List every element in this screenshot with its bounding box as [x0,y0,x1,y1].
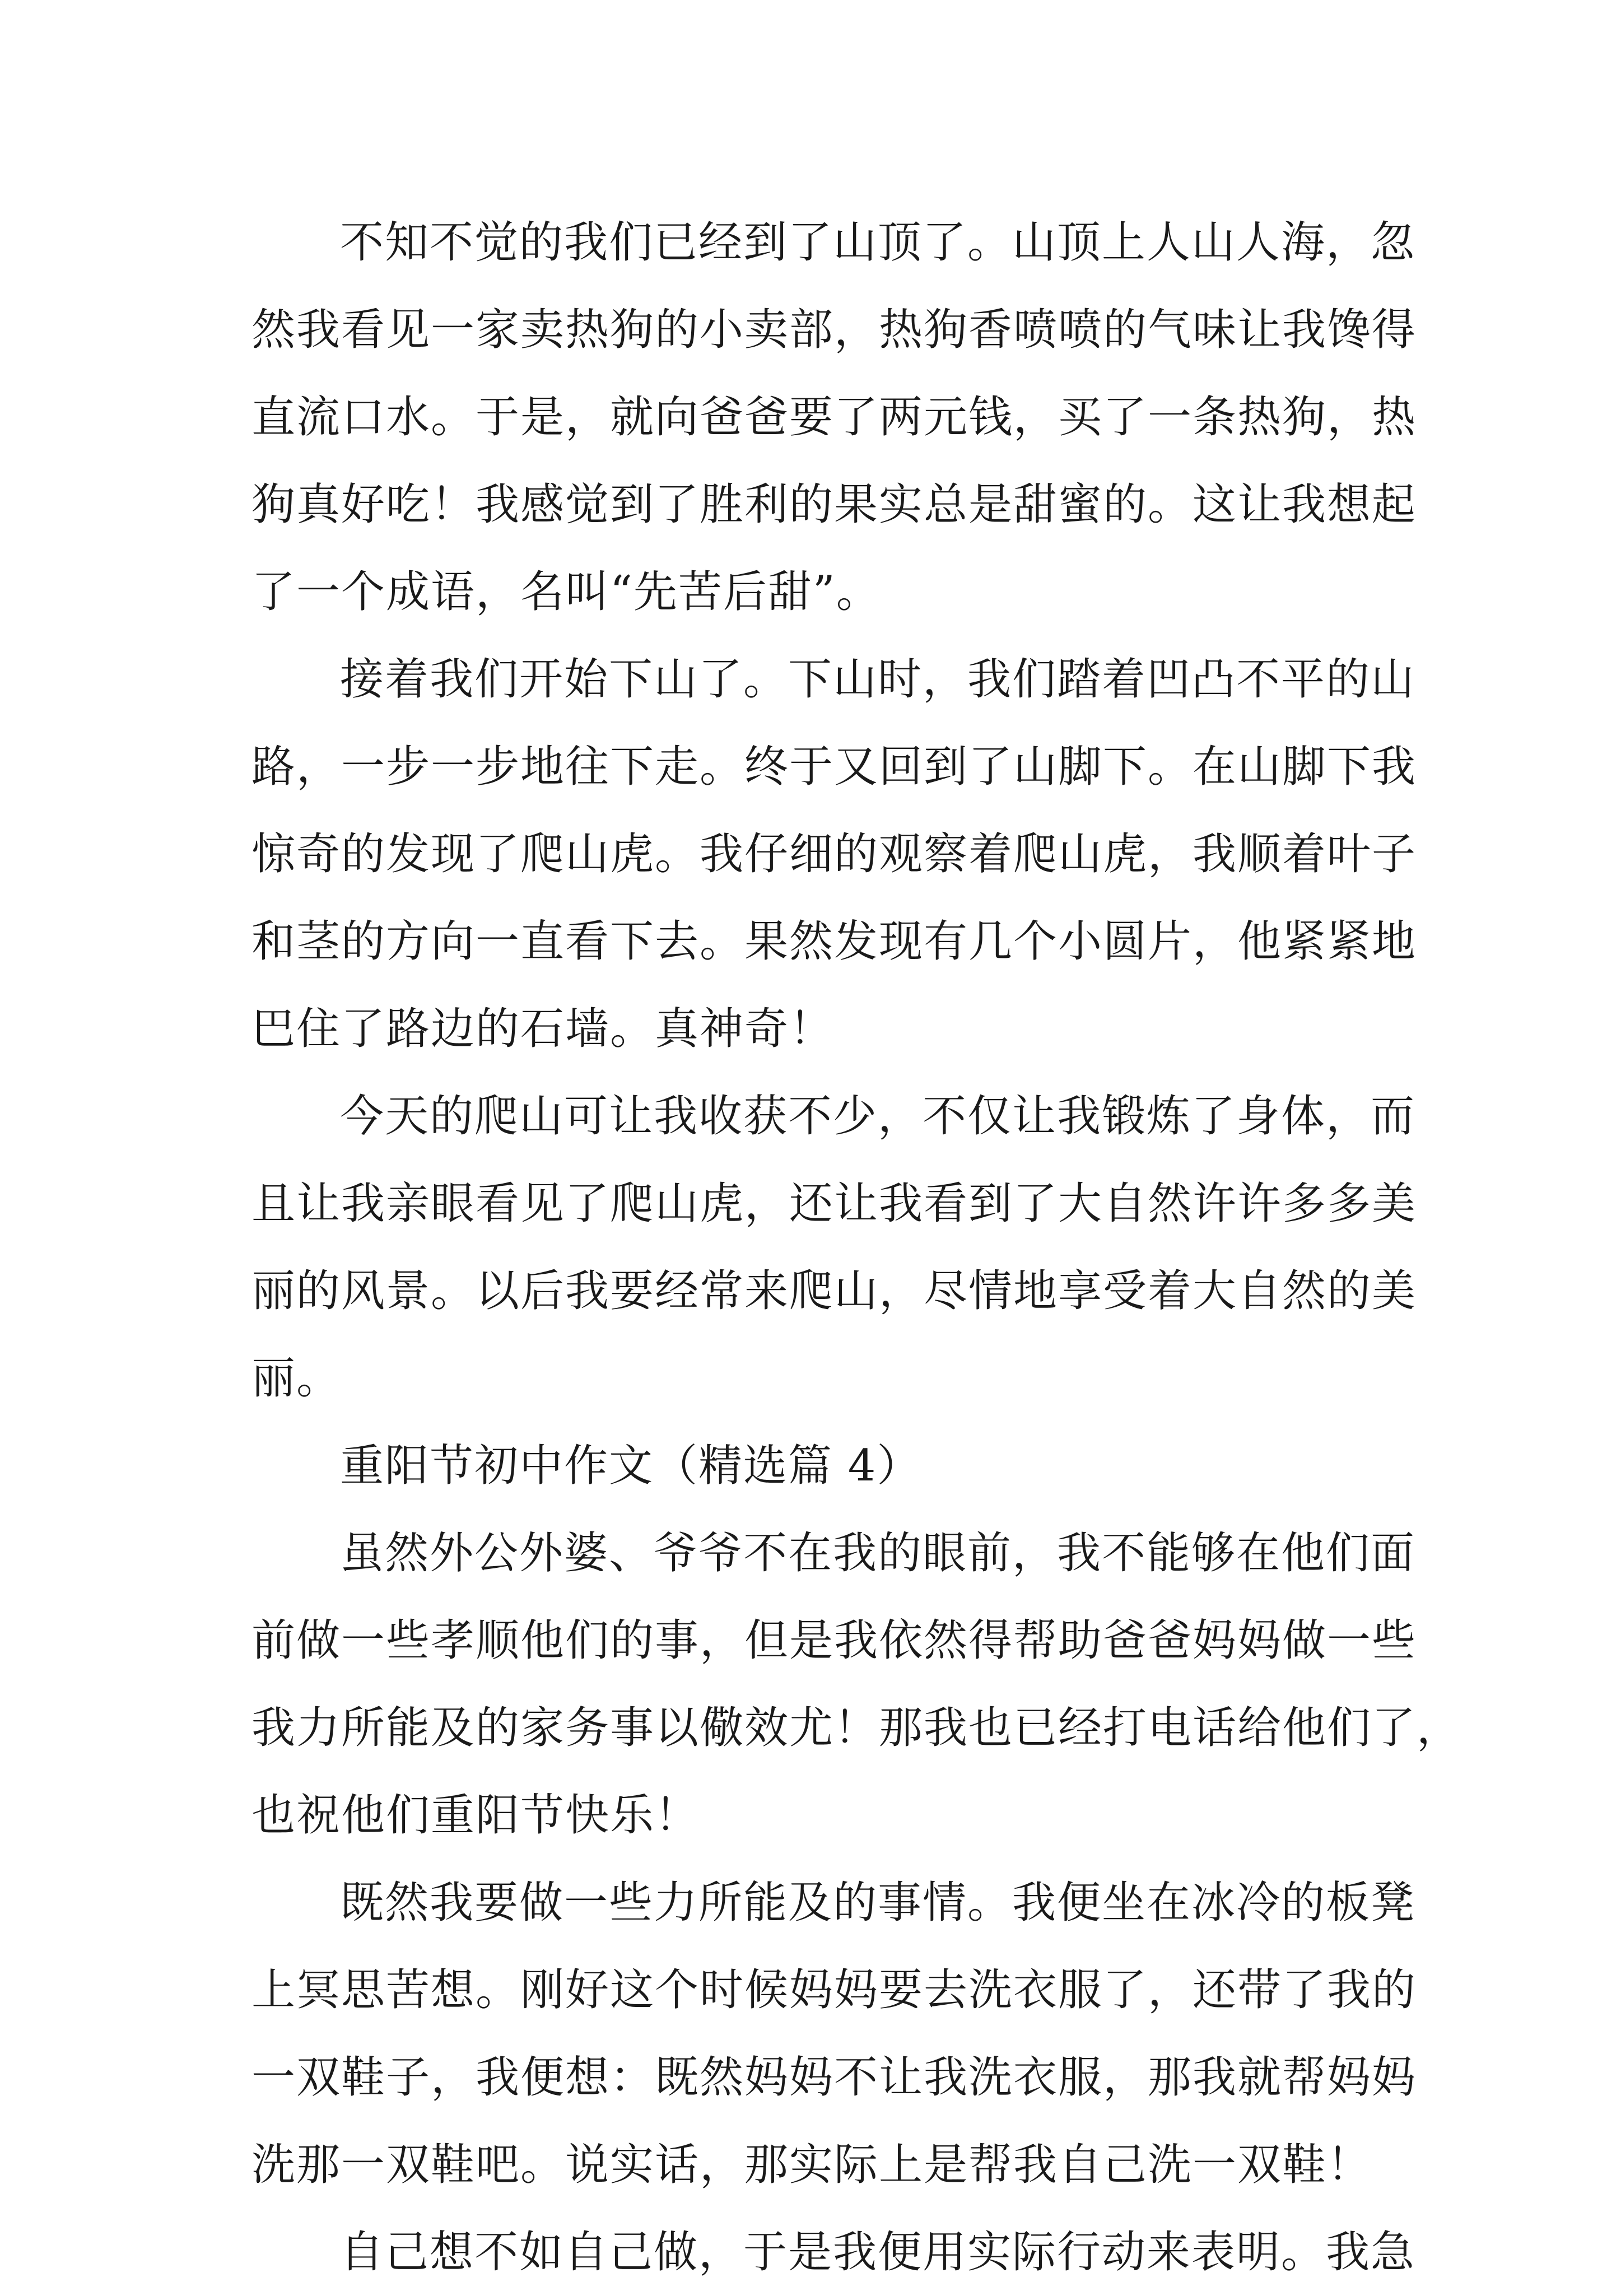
text-line: 洗那一双鞋吧。说实话，那实际上是帮我自己洗一双鞋！ [251,2140,1372,2190]
text-line: 惊奇的发现了爬山虎。我仔细的观察着爬山虎，我顺着叶子 [251,829,1417,879]
paragraph [251,199,1417,636]
paragraph [251,1859,1417,2209]
text-line: 既然我要做一些力所能及的事情。我便坐在冰冷的板凳 [340,1878,1416,1928]
paragraph [251,1073,1417,1422]
text-line: 和茎的方向一直看下去。果然发现有几个小圆片，他紧紧地 [251,916,1417,967]
text-line: 也祝他们重阳节快乐！ [251,1790,700,1841]
paragraph [251,636,1417,1073]
section-heading [251,1422,1377,1510]
text-line: 今天的爬山可让我收获不少，不仅让我锻炼了身体，而 [340,1091,1416,1142]
text-line: 巴住了路边的石墙。真神奇！ [251,1004,835,1054]
text-line: 狗真好吃！我感觉到了胜利的果实总是甜蜜的。这让我想起 [251,479,1417,530]
text-line: 丽。 [251,1353,342,1404]
text-line: 虽然外公外婆、爷爷不在我的眼前，我不能够在他们面 [340,1528,1416,1578]
text-line: 直流口水。于是，就向爸爸要了两元钱，买了一条热狗，热 [251,392,1417,443]
text-line: 然我看见一家卖热狗的小卖部，热狗香喷喷的气味让我馋得 [251,305,1417,355]
heading-text: 重阳节初中作文（精选篇 4） [340,1441,922,1491]
text-line: 丽的风景。以后我要经常来爬山，尽情地享受着大自然的美 [251,1266,1417,1316]
text-line: 不知不觉的我们已经到了山顶了。山顶上人山人海，忽 [340,217,1416,268]
paragraph [251,2209,1416,2296]
document-body [251,199,1462,2296]
text-line: 前做一些孝顺他们的事，但是我依然得帮助爸爸妈妈做一些 [251,1615,1417,1666]
text-line: 路，一步一步地往下走。终于又回到了山脚下。在山脚下我 [251,742,1417,792]
text-line: 自己想不如自己做，于是我便用实际行动来表明。我急 [340,2227,1416,2278]
text-line: 上冥思苦想。刚好这个时候妈妈要去洗衣服了，还带了我的 [251,1965,1417,2015]
paragraph [251,1510,1462,1859]
text-line: 一双鞋子，我便想：既然妈妈不让我洗衣服，那我就帮妈妈 [251,2052,1417,2103]
text-line: 接着我们开始下山了。下山时，我们踏着凹凸不平的山 [340,654,1416,705]
text-line: 我力所能及的家务事以儆效尤！那我也已经打电话给他们了， [251,1703,1462,1753]
text-line: 了一个成语，名叫“先苦后甜”。 [251,567,881,617]
text-line: 且让我亲眼看见了爬山虎，还让我看到了大自然许许多多美 [251,1179,1417,1229]
